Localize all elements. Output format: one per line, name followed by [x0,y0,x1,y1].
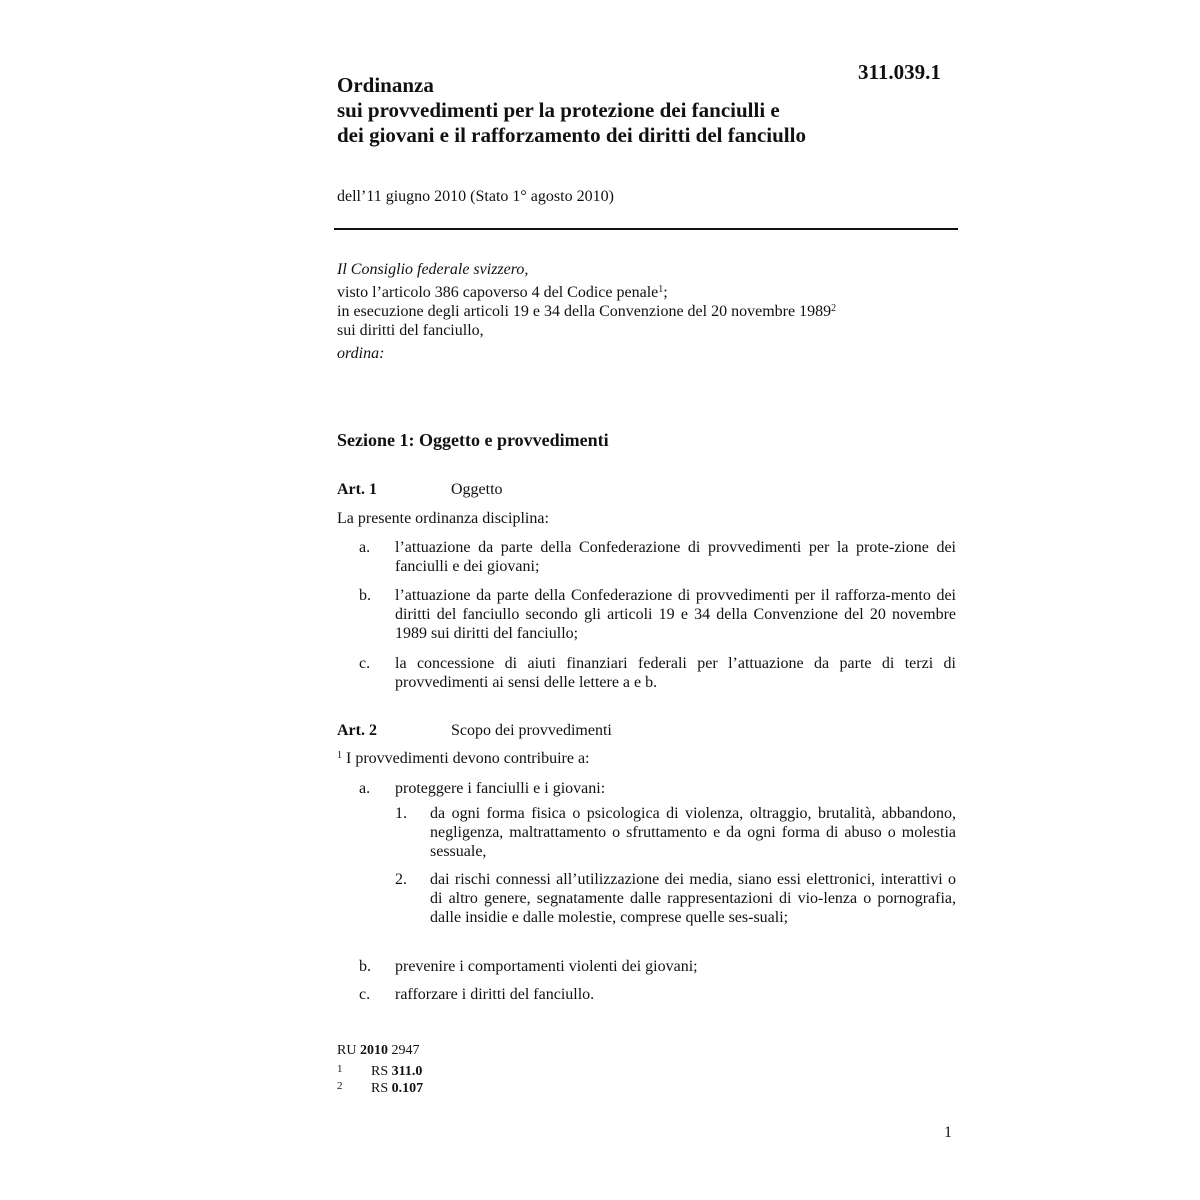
article-2-heading [337,722,612,740]
title-line-1: Ordinanza [337,73,434,97]
article-2-title: Scopo dei provvedimenti [451,722,612,739]
list-item: c. la concessione di aiuti finanziari federali per l’attuazione da parte di terzi di provvedimenti ai sensi delle lettere a e b. [359,655,956,691]
list-item: 1. da ogni forma fisica o psicologica di violenza, oltraggio, brutalità, abbandono, negligenza, maltrattamento o sfruttamento e da ogni forma di abuso o molestia sessuale, [395,805,956,860]
preamble-line-3: sui diritti del fanciullo, [337,322,484,339]
official-collection-ref: RU 2010 2947 [337,1043,420,1058]
section-heading: Sezione 1: Oggetto e provvedimenti [337,430,609,450]
title-line-2: sui provvedimenti per la protezione dei fanciulli e [337,98,780,122]
title-line-3: dei giovani e il rafforzamento dei diritti del fanciullo [337,123,806,147]
preamble [337,260,836,363]
list-item: 2. dai rischi connessi all’utilizzazione dei media, siano essi elettronici, interattivi o di altro genere, segnatamente dalle rappresentazioni di vio-lenza o pornografia, dalle insidie e dalle molestie, comprese quelle ses-suali; [395,871,956,926]
article-1-title: Oggetto [451,481,503,498]
preamble-authority: Il Consiglio federale svizzero, [337,261,529,278]
date-line: dell’11 giugno 2010 (Stato 1° agosto 2010) [337,188,614,205]
list-item: a. l’attuazione da parte della Confederazione di provvedimenti per la prote-zione dei fanciulli e dei giovani; [359,539,956,575]
article-2-intro: $^1$ I provvedimenti devono contribuire a: [337,750,590,767]
preamble-line-1: visto l’articolo 386 capoverso 4 del Codice penale$^1$; [337,284,668,301]
list-item: a. proteggere i fanciulli e i giovani: [359,780,606,797]
preamble-line-2: in esecuzione degli articoli 19 e 34 della Convenzione del 20 novembre 1989$^2$ [337,303,837,320]
article-1-heading [337,481,503,499]
document-number: 311.039.1 [858,60,941,84]
list-item: b. l’attuazione da parte della Confederazione di provvedimenti per il rafforza-mento dei diritti del fanciullo secondo gli articoli 19 e 34 della Convenzione del 20 novembre 1989 sui diritti del fanciullo; [359,587,956,642]
page-number: 1 [944,1124,952,1141]
footnote-ref-2: 2 [831,303,837,314]
document-title [337,73,806,148]
article-2-number: Art. 2 [337,722,377,739]
footnote-ref-1: 1 [658,284,664,295]
footnote-2: 2 RS 0.107 [337,1080,424,1096]
preamble-decree: ordina: [337,345,385,362]
article-1-number: Art. 1 [337,481,377,498]
article-1-intro: La presente ordinanza disciplina: [337,510,549,527]
header-rule [334,228,958,230]
list-item: c. rafforzare i diritti del fanciullo. [359,986,595,1003]
footnote-1: 1 RS 311.0 [337,1063,423,1079]
list-item: b. prevenire i comportamenti violenti dei giovani; [359,958,698,975]
